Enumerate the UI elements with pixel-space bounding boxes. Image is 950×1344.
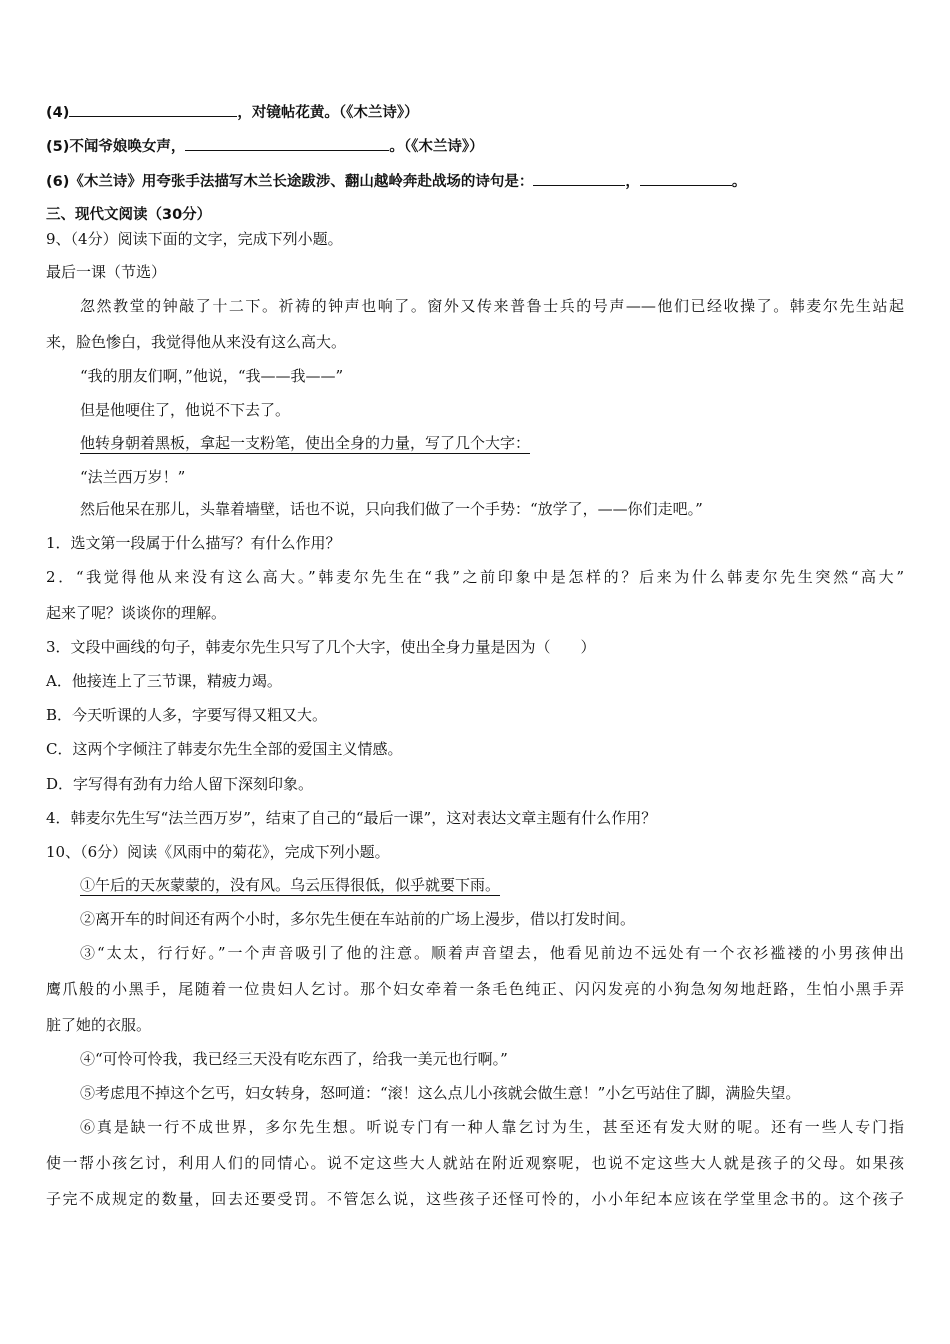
q9-intro: 9、（4分）阅读下面的文字，完成下列小题。 <box>46 230 343 248</box>
q5-source: 。（《木兰诗》） <box>389 139 484 155</box>
answer-blank <box>185 135 389 151</box>
q10-paragraph-1-underlined: ①午后的天灰蒙蒙的，没有风。乌云压得很低，似乎就要下雨。 <box>80 876 501 894</box>
q9-paragraph-6: 然后他呆在那儿，头靠着墙壁，话也不说，只向我们做了一个手势：“放学了，——你们走吧。” <box>80 500 703 518</box>
q10-intro: 10、（6分）阅读《风雨中的菊花》，完成下列小题。 <box>46 843 390 861</box>
q9-paragraph-4-underlined: 他转身朝着黑板，拿起一支粉笔，使出全身的力量，写了几个大字： <box>80 434 531 452</box>
answer-blank <box>640 170 732 186</box>
q10-paragraph-6-cont: 使一帮小孩乞讨，利用人们的同情心。说不定这些大人就站在附近观察呢，也说不定这些大人就是孩子的父母。如果孩 <box>46 1154 904 1172</box>
q6-period: 。 <box>731 174 747 190</box>
option-b: B．今天听课的人多，字要写得又粗又大。 <box>46 706 328 724</box>
q10-paragraph-4: ④“可怜可怜我，我已经三天没有吃东西了，给我一美元也行啊。” <box>80 1050 508 1068</box>
q9-sub-question-2-cont: 起来了呢？谈谈你的理解。 <box>46 604 227 622</box>
q9-sub-question-4: 4．韩麦尔先生写“法兰西万岁”，结束了自己的“最后一课”，这对表达文章主题有什么作用？ <box>46 809 657 827</box>
answer-blank <box>533 170 625 186</box>
q10-paragraph-6-cont2: 子完不成规定的数量，回去还要受罚。不管怎么说，这些孩子还怪可怜的，小小年纪本应该在学堂里念书的。这个孩子 <box>46 1190 904 1208</box>
q10-paragraph-3-cont: 鹰爪般的小黑手，尾随着一位贵妇人乞讨。那个妇女牵着一条毛色纯正、闪闪发亮的小狗急匆匆地赶路，生怕小黑手弄 <box>46 980 904 998</box>
q10-paragraph-3-end: 脏了她的衣服。 <box>46 1016 152 1034</box>
q10-paragraph-6: ⑥真是缺一行不成世界，多尔先生想。听说专门有一种人靠乞讨为生，甚至还有发大财的呢。还有一些人专门指 <box>80 1118 904 1136</box>
q4-number: (4) <box>46 105 70 121</box>
option-a: A．他接连上了三节课，精疲力竭。 <box>46 672 282 690</box>
q9-sub-question-3: 3．文段中画线的句子，韩麦尔先生只写了几个大字，使出全身力量是因为（ ） <box>46 638 596 656</box>
q9-sub-question-1: 1．选文第一段属于什么描写？有什么作用？ <box>46 534 341 552</box>
q10-paragraph-5: ⑤考虑甩不掉这个乞丐，妇女转身，怒呵道：“滚！这么点儿小孩就会做生意！”小乞丐站住了脚，满脸失望。 <box>80 1084 801 1102</box>
q9-sub-question-2: 2．“我觉得他从来没有这么高大。”韩麦尔先生在“我”之前印象中是怎样的？后来为什么韩麦尔先生突然“高大” <box>46 568 904 586</box>
fill-in-q4 <box>46 101 419 124</box>
section-title: 三、现代文阅读（30分） <box>46 207 212 223</box>
option-d: D．字写得有劲有力给人留下深刻印象。 <box>46 775 314 793</box>
q6-comma: ， <box>625 174 640 190</box>
fill-in-q5 <box>46 135 484 158</box>
q9-paragraph-5: “法兰西万岁！” <box>80 468 186 486</box>
q9-paragraph-1: 忽然教堂的钟敲了十二下。祈祷的钟声也响了。窗外又传来普鲁士兵的号声——他们已经收操了。韩麦尔先生站起 <box>80 297 904 315</box>
q10-paragraph-3: ③“太太，行行好。”一个声音吸引了他的注意。顺着声音望去，他看见前边不远处有一个衣衫褴褛的小男孩伸出 <box>80 944 904 962</box>
q5-text: (5)不闻爷娘唤女声， <box>46 139 186 155</box>
fill-in-q6 <box>46 170 746 193</box>
answer-blank <box>69 101 237 117</box>
q9-paragraph-2: “我的朋友们啊，”他说，“我——我——” <box>80 367 344 385</box>
q9-paragraph-3: 但是他哽住了，他说不下去了。 <box>80 401 291 419</box>
q10-paragraph-2: ②离开车的时间还有两个小时，多尔先生便在车站前的广场上漫步，借以打发时间。 <box>80 910 636 928</box>
q9-paragraph-1-cont: 来，脸色惨白，我觉得他从来没有这么高大。 <box>46 333 347 351</box>
passage-title: 最后一课（节选） <box>46 263 167 281</box>
q4-text: ，对镜帖花黄。（《木兰诗》） <box>237 105 419 121</box>
option-c: C．这两个字倾注了韩麦尔先生全部的爱国主义情感。 <box>46 740 403 758</box>
q6-text: (6)《木兰诗》用夸张手法描写木兰长途跋涉、翻山越岭奔赴战场的诗句是： <box>46 174 534 190</box>
